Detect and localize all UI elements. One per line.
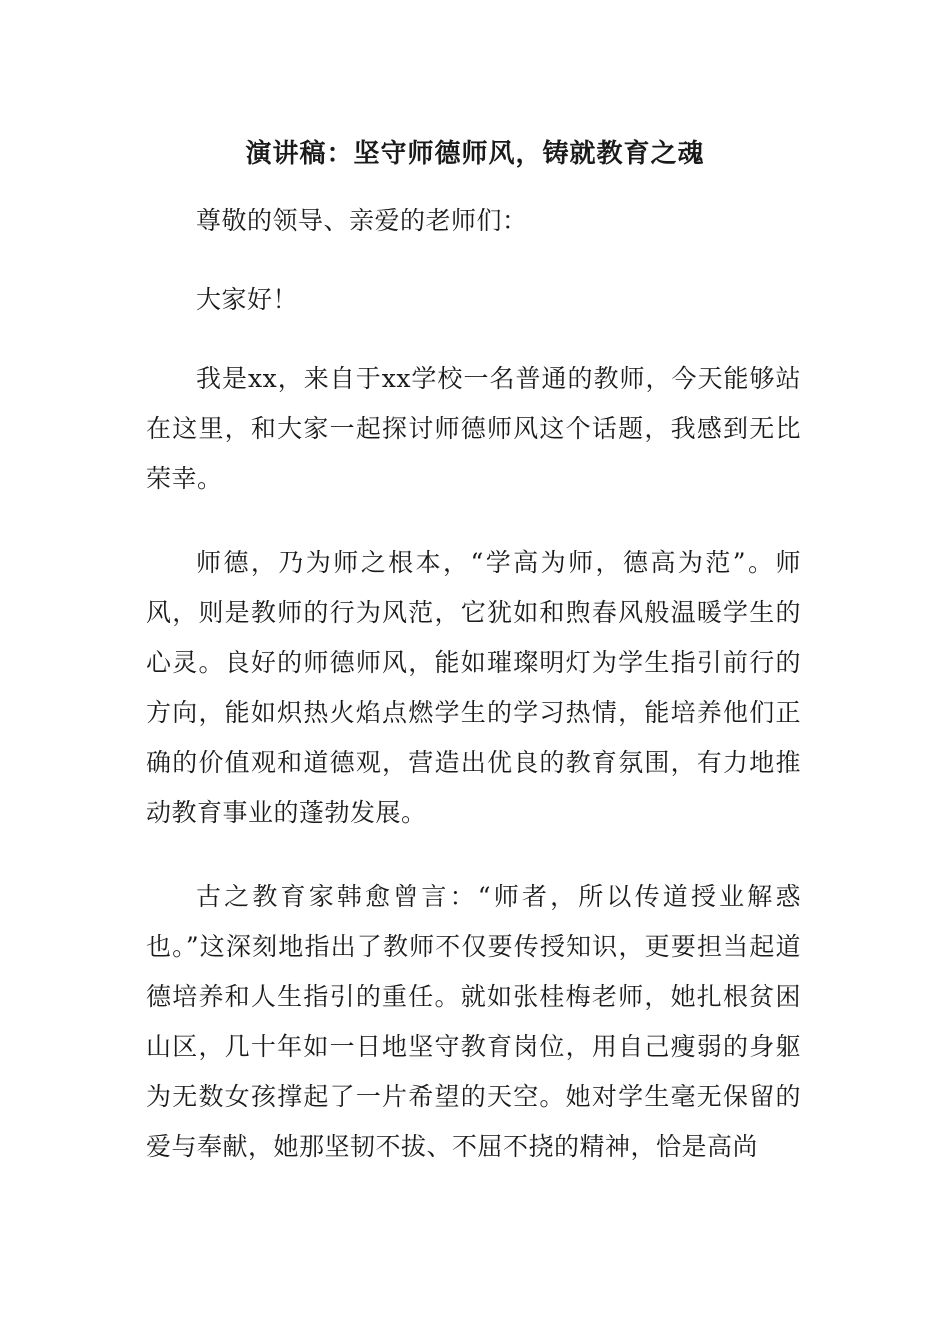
han-yu-quote-paragraph: 古之教育家韩愈曾言：“师者，所以传道授业解惑也。”这深刻地指出了教师不仅要传授知识，更要担当起道德培养和人生指引的重任。就如张桂梅老师，她扎根贫困山区，几十年如一日地坚守教育岗位，用自己瘦弱的身躯为无数女孩撑起了一片希望的天空。她对学生毫无保留的爱与奉献，她那坚韧不拔、不屈不挠的精神，恰是高尚 xyxy=(146,882,801,1161)
introduction-paragraph: 我是xx，来自于xx学校一名普通的教师，今天能够站在这里，和大家一起探讨师德师风这个话题，我感到无比荣幸。 xyxy=(146,364,801,493)
document-title: 演讲稿：坚守师德师风，铸就教育之魂 xyxy=(245,139,705,169)
document-body xyxy=(146,196,801,1172)
teacher-ethics-paragraph: 师德，乃为师之根本，“学高为师，德高为范”。师风，则是教师的行为风范，它犹如和煦春风般温暖学生的心灵。良好的师德师风，能如璀璨明灯为学生指引前行的方向，能如炽热火焰点燃学生的学习热情，能培养他们正确的价值观和道德观，营造出优良的教育氛围，有力地推动教育事业的蓬勃发展。 xyxy=(146,548,801,827)
greeting-paragraph: 大家好！ xyxy=(196,285,299,314)
salutation-paragraph: 尊敬的领导、亲爱的老师们： xyxy=(196,206,528,235)
